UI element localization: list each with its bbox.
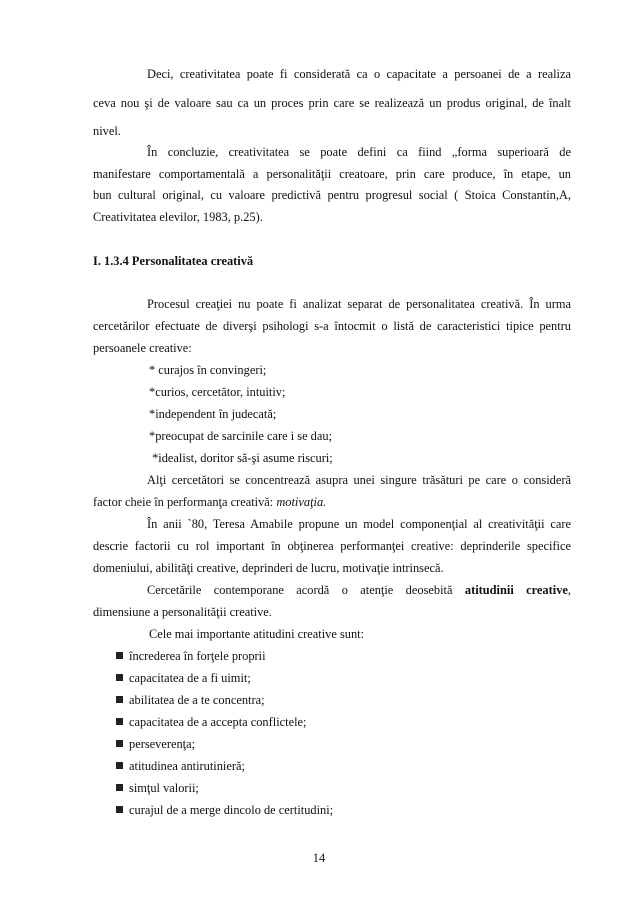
bullet-square-icon [116,652,123,659]
paragraph-line: Deci, creativitatea poate fi considerată ca o capacitate a persoanei de a realiza [147,67,571,81]
list-item [116,672,594,684]
paragraph-line: dimensiune a personalităţii creative. [93,605,272,619]
trait-item: *preocupat de sarcinile care i se dau; [149,429,333,443]
list-item-text: atitudinea antirutinieră; [129,759,245,773]
trait-item: *idealist, doritor să-şi asume riscuri; [149,451,333,465]
paragraph-line: Procesul creaţiei nu poate fi analizat separat de personalitatea creativă. În urma [147,297,571,311]
emphasis-motivation: motivaţia. [276,495,327,509]
trait-item: *curios, cercetător, intuitiv; [149,385,286,399]
paragraph-line: nivel. [93,124,121,138]
emphasis-creative-attitude: atitudinii creative [464,583,568,597]
list-item [116,650,594,662]
paragraph-line: bun cultural original, cu valoare predictivă pentru progresul social ( Stoica Constantin,A, [93,188,571,202]
text-run: , [567,583,571,597]
list-item [116,738,594,750]
list-item-text: încrederea în forţele proprii [129,649,266,663]
paragraph-line: Creativitatea elevilor, 1983, p.25). [93,210,263,224]
bullet-square-icon [116,696,123,703]
bullet-square-icon [116,674,123,681]
bullet-square-icon [116,784,123,791]
list-item-text: abilitatea de a te concentra; [129,693,265,707]
trait-item: * curajos în convingeri; [149,363,267,377]
bullet-square-icon [116,762,123,769]
list-item [116,716,594,728]
section-heading: I. 1.3.4 Personalitatea creativă [93,254,254,268]
list-item-text: perseverenţa; [129,737,196,751]
paragraph-line: domeniului, abilităţi creative, deprinderi de lucru, motivaţie intrinsecă. [93,561,444,575]
paragraph-line: În anii `80, Teresa Amabile propune un model componenţial al creativităţii care [147,517,571,531]
paragraph-line [147,584,571,596]
bullet-square-icon [116,740,123,747]
list-item-text: capacitatea de a accepta conflictele; [129,715,307,729]
bullet-square-icon [116,806,123,813]
paragraph-line: descrie factorii cu rol important în obţinerea performanţei creative: deprinderile specifice [93,539,571,553]
paragraph-line: cercetărilor efectuate de diverşi psihologi s-a întocmit o listă de caracteristici tipice pentru [93,319,571,333]
paragraph-line: manifestare comportamentală a personalităţii creatoare, prin care produce, în etape, un [93,167,571,181]
paragraph-line: Cele mai importante atitudini creative sunt: [149,627,365,641]
list-item [116,760,594,772]
list-item-text: capacitatea de a fi uimit; [129,671,251,685]
page-number: 14 [312,851,326,865]
list-item-text: curajul de a merge dincolo de certitudini; [129,803,334,817]
paragraph-line [93,496,571,508]
list-item [116,804,594,816]
list-item [116,782,594,794]
paragraph-line: ceva nou şi de valoare sau ca un proces prin care se realizează un produs original, de înalt [93,96,571,110]
text-run: Cercetările contemporane acordă o atenţie deosebită [147,583,465,597]
paragraph-line: Alţi cercetători se concentrează asupra unei singure trăsături pe care o consideră [147,473,571,487]
bullet-square-icon [116,718,123,725]
trait-item: *independent în judecată; [149,407,277,421]
paragraph-line: persoanele creative: [93,341,192,355]
text-run: factor cheie în performanţa creativă: [93,495,277,509]
paragraph-line: În concluzie, creativitatea se poate defini ca fiind „forma superioară de [147,145,571,159]
list-item [116,694,594,706]
list-item-text: simţul valorii; [129,781,199,795]
